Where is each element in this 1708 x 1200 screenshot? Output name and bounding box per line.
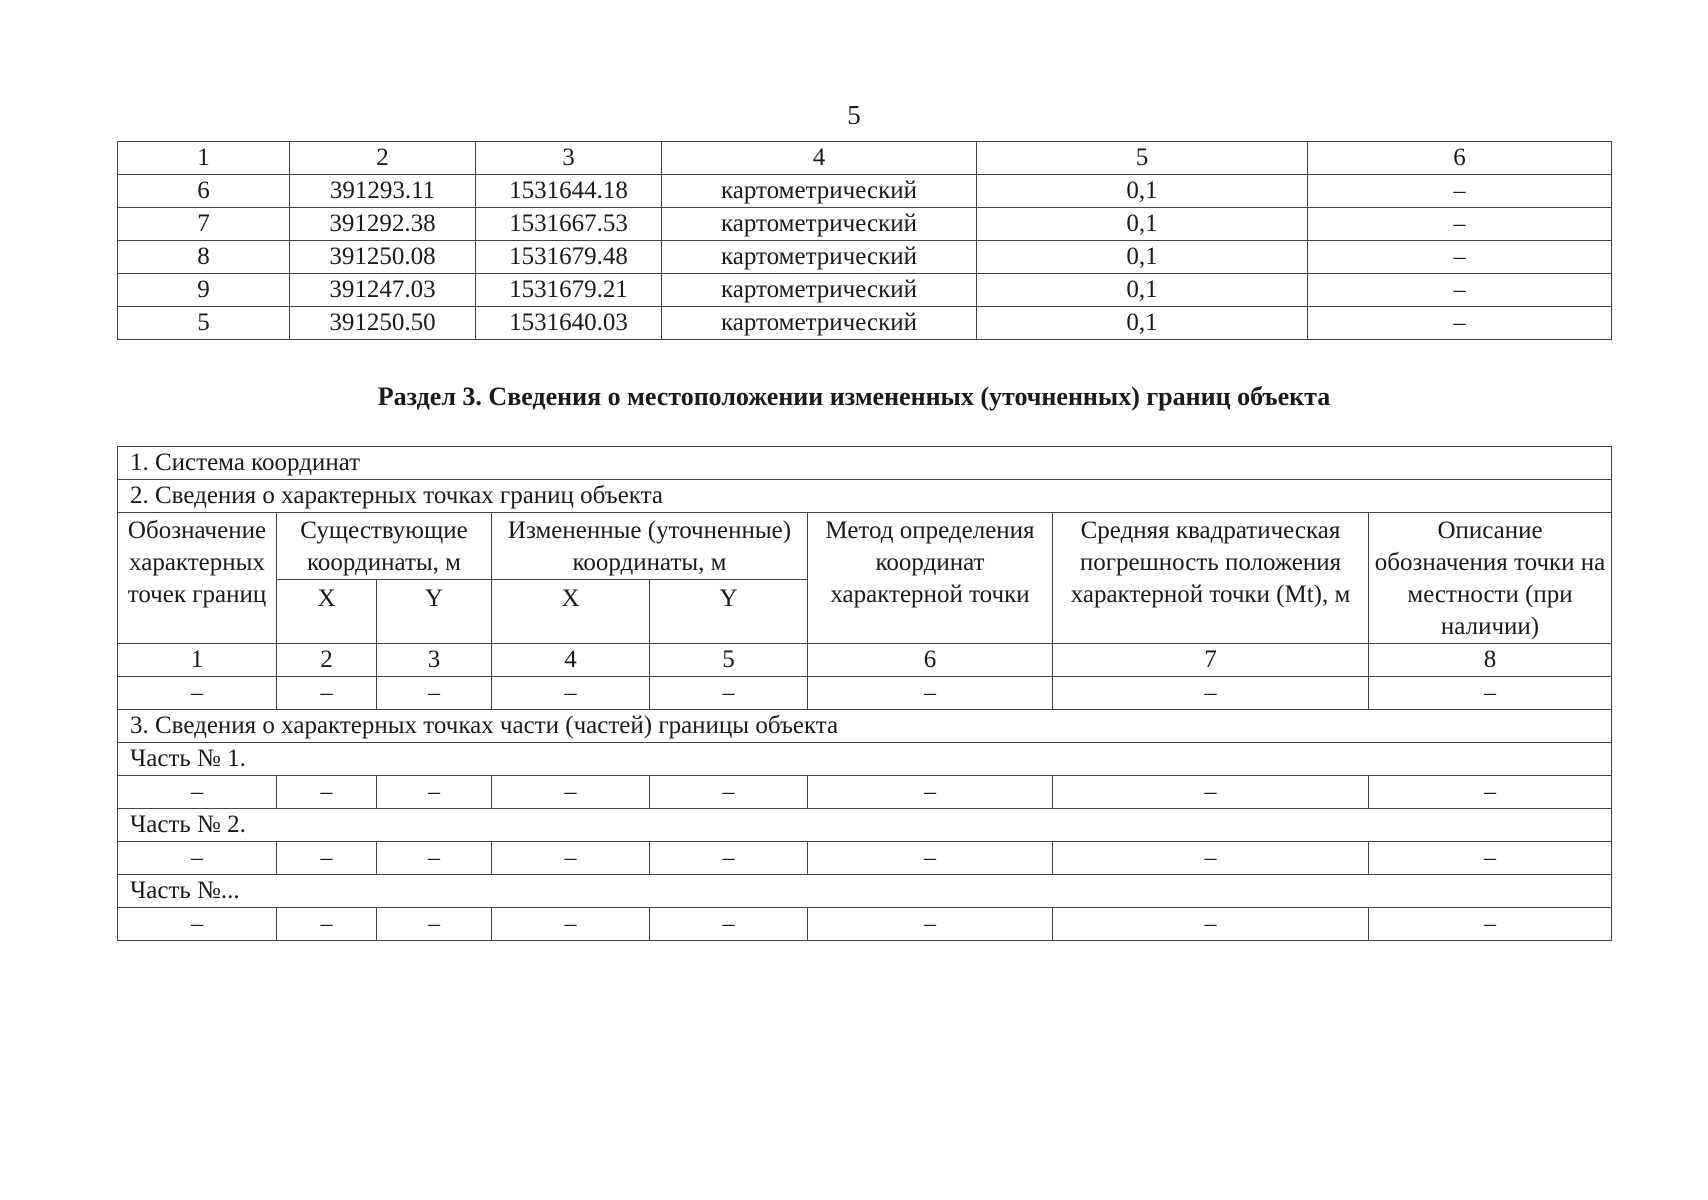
description-cell: – (1308, 274, 1612, 307)
parts-heading-label: 3. Сведения о характерных точках части (частей) границы объекта (118, 710, 1612, 743)
points-data-row (118, 677, 1612, 710)
table-cell: – (377, 842, 492, 875)
method-cell: картометрический (662, 274, 977, 307)
table-cell: – (492, 776, 650, 809)
point-number-cell: 7 (118, 208, 290, 241)
point-number-cell: 9 (118, 274, 290, 307)
points-heading-label: 2. Сведения о характерных точках границ объекта (118, 480, 1612, 513)
error-cell: 0,1 (977, 175, 1308, 208)
y-coordinate-cell: 1531679.21 (476, 274, 662, 307)
table-cell: – (808, 776, 1053, 809)
table-row (118, 274, 1612, 307)
table-cell: – (1053, 908, 1369, 941)
table-cell: – (1053, 776, 1369, 809)
header-cell: 5 (977, 142, 1308, 175)
x-coordinate-cell: 391247.03 (290, 274, 476, 307)
table-row (118, 241, 1612, 274)
part-label-row (118, 875, 1612, 908)
description-cell: – (1308, 241, 1612, 274)
header-cell: 4 (662, 142, 977, 175)
point-number-cell: 5 (118, 307, 290, 340)
table-cell: – (377, 908, 492, 941)
column-number-row (118, 644, 1612, 677)
coord-system-label: 1. Система координат (118, 447, 1612, 480)
coordinates-table-continued (117, 141, 1612, 340)
table-cell: – (118, 776, 277, 809)
x-coordinate-cell: 391293.11 (290, 175, 476, 208)
table-cell: – (118, 842, 277, 875)
changed-coords-header: Измененные (уточненные) координаты, м (492, 513, 808, 580)
part-label: Часть № 1. (118, 743, 1612, 776)
changed-boundaries-table (117, 446, 1612, 941)
existing-coords-header: Существующие координаты, м (277, 513, 492, 580)
header-cell: 6 (1308, 142, 1612, 175)
table-row (118, 175, 1612, 208)
table-cell: – (650, 776, 808, 809)
header-cell: 3 (476, 142, 662, 175)
header-cell: 2 (290, 142, 476, 175)
page-number: 5 (847, 100, 861, 130)
error-cell: 0,1 (977, 274, 1308, 307)
column-number: 7 (1053, 644, 1369, 677)
table-cell: – (650, 677, 808, 710)
table-cell: – (377, 677, 492, 710)
error-cell: 0,1 (977, 208, 1308, 241)
method-header: Метод определения координат характерной точки (808, 513, 1053, 644)
description-cell: – (1308, 175, 1612, 208)
table-cell: – (118, 677, 277, 710)
column-number: 6 (808, 644, 1053, 677)
column-number: 5 (650, 644, 808, 677)
table-cell: – (277, 776, 377, 809)
x-coordinate-cell: 391250.08 (290, 241, 476, 274)
existing-y-header: Y (377, 580, 492, 644)
table-cell: – (808, 908, 1053, 941)
method-cell: картометрический (662, 175, 977, 208)
part-data-row (118, 908, 1612, 941)
table-cell: – (118, 908, 277, 941)
part-label-row (118, 743, 1612, 776)
table-cell: – (808, 842, 1053, 875)
description-header: Описание обозначения точки на местности (при наличии) (1369, 513, 1612, 644)
x-coordinate-cell: 391292.38 (290, 208, 476, 241)
header-cell: 1 (118, 142, 290, 175)
column-number: 8 (1369, 644, 1612, 677)
column-number: 3 (377, 644, 492, 677)
description-cell: – (1308, 307, 1612, 340)
y-coordinate-cell: 1531640.03 (476, 307, 662, 340)
part-label: Часть №... (118, 875, 1612, 908)
points-heading-row (118, 480, 1612, 513)
parts-heading-row (118, 710, 1612, 743)
table-cell: – (1053, 842, 1369, 875)
table-cell: – (377, 776, 492, 809)
mean-error-header: Средняя квадратическая погрешность положения характерной точки (Mt), м (1053, 513, 1369, 644)
point-number-cell: 8 (118, 241, 290, 274)
coord-system-row (118, 447, 1612, 480)
error-cell: 0,1 (977, 307, 1308, 340)
table-cell: – (1369, 677, 1612, 710)
point-number-cell: 6 (118, 175, 290, 208)
description-cell: – (1308, 208, 1612, 241)
method-cell: картометрический (662, 241, 977, 274)
table-cell: – (650, 842, 808, 875)
y-coordinate-cell: 1531679.48 (476, 241, 662, 274)
section-title: Раздел 3. Сведения о местоположении измененных (уточненных) границ объекта (377, 382, 1331, 411)
method-cell: картометрический (662, 307, 977, 340)
existing-x-header: X (277, 580, 377, 644)
changed-y-header: Y (650, 580, 808, 644)
error-cell: 0,1 (977, 241, 1308, 274)
table-cell: – (277, 908, 377, 941)
table-cell: – (492, 908, 650, 941)
table-row (118, 307, 1612, 340)
y-coordinate-cell: 1531644.18 (476, 175, 662, 208)
column-number: 4 (492, 644, 650, 677)
table-cell: – (650, 908, 808, 941)
table-cell: – (1369, 776, 1612, 809)
table-cell: – (277, 677, 377, 710)
table-row (118, 208, 1612, 241)
table-cell: – (1369, 842, 1612, 875)
changed-x-header: X (492, 580, 650, 644)
table-cell: – (808, 677, 1053, 710)
table-cell: – (1053, 677, 1369, 710)
y-coordinate-cell: 1531667.53 (476, 208, 662, 241)
table-header-row (118, 142, 1612, 175)
designation-header: Обозначение характерных точек границ (118, 513, 277, 644)
column-number: 1 (118, 644, 277, 677)
table-cell: – (277, 842, 377, 875)
method-cell: картометрический (662, 208, 977, 241)
column-number: 2 (277, 644, 377, 677)
column-header-row (118, 513, 1612, 580)
part-label-row (118, 809, 1612, 842)
table-cell: – (492, 677, 650, 710)
part-data-row (118, 776, 1612, 809)
part-data-row (118, 842, 1612, 875)
part-label: Часть № 2. (118, 809, 1612, 842)
x-coordinate-cell: 391250.50 (290, 307, 476, 340)
table-cell: – (492, 842, 650, 875)
table-cell: – (1369, 908, 1612, 941)
